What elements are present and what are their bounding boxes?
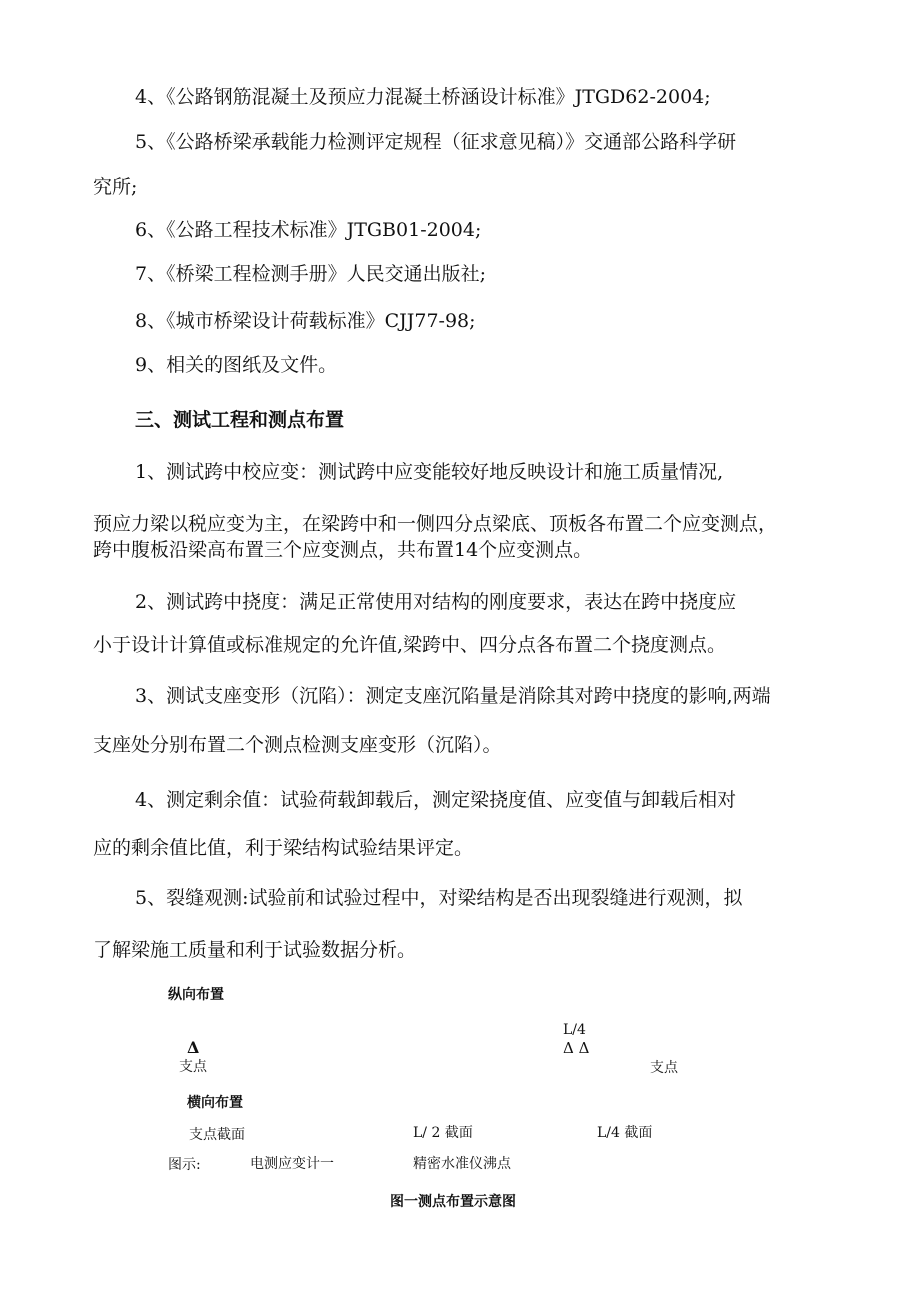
figure-longitudinal-label: 纵向布置 <box>168 987 224 1003</box>
item-5-line-2: 了解梁施工质量和利于试验数据分析。 <box>93 939 417 961</box>
section-heading: 三、测试工程和测点布置 <box>135 409 345 431</box>
section-half-label: L/ 2 截面 <box>413 1125 473 1141</box>
reference-item-6: 6、《公路工程技术标准》JTGB01-2004; <box>135 219 482 241</box>
item-5-line-1: 5、裂缝观测:试验前和试验过程中，对梁结构是否出现裂缝进行观测，拟 <box>135 887 743 909</box>
reference-item-9: 9、相关的图纸及文件。 <box>135 354 338 376</box>
reference-item-5-continued: 究所; <box>93 176 138 198</box>
delta-marker-right: Δ Δ <box>563 1039 590 1057</box>
legend-strain-gauge: 电测应变计一 <box>250 1156 334 1172</box>
item-4-line-2: 应的剩余值比值，利于梁结构试验结果评定。 <box>93 837 474 859</box>
item-3-line-1: 3、测试支座变形（沉陷）：测定支座沉陷量是消除其对跨中挠度的影响,两端 <box>135 685 771 707</box>
figure-quarter-label: L/4 <box>563 1022 586 1038</box>
item-2-line-2: 小于设计计算值或标准规定的允许值,梁跨中、四分点各布置二个挠度测点。 <box>93 634 727 656</box>
section-quarter-label: L/4 截面 <box>597 1125 653 1141</box>
legend-level-point: 精密水准仪沸点 <box>413 1156 511 1172</box>
reference-item-4: 4、《公路钢筋混凝土及预应力混凝土桥涵设计标准》JTGD62-2004; <box>135 86 711 108</box>
item-2-line-1: 2、测试跨中挠度：满足正常使用对结构的刚度要求，表达在跨中挠度应 <box>135 591 737 613</box>
figure-transverse-label: 横向布置 <box>187 1095 243 1111</box>
delta-marker-left: Δ <box>187 1038 200 1057</box>
item-1-line-2: 预应力梁以税应变为主，在梁跨中和一侧四分点梁底、顶板各布置二个应变测点， <box>93 513 778 535</box>
item-4-line-1: 4、测定剩余值：试验荷载卸载后，测定梁挠度值、应变值与卸载后相对 <box>135 789 737 811</box>
reference-item-7: 7、《桥梁工程检测手册》人民交通出版社; <box>135 263 486 285</box>
item-1-line-3: 跨中腹板沿梁高布置三个应变测点，共布置14个应变测点。 <box>93 539 593 561</box>
reference-item-8: 8、《城市桥梁设计荷载标准》CJJ77-98; <box>135 310 476 332</box>
item-1-line-1: 1、测试跨中校应变：测试跨中应变能较好地反映设计和施工质量情况, <box>135 461 724 483</box>
section-support-label: 支点截面 <box>189 1127 245 1143</box>
support-label-right: 支点 <box>650 1060 678 1076</box>
legend-label: 图示: <box>168 1157 201 1173</box>
figure-caption: 图一测点布置示意图 <box>390 1194 516 1210</box>
support-label-left: 支点 <box>179 1059 207 1075</box>
reference-item-5: 5、《公路桥梁承载能力检测评定规程（征求意见稿）》交通部公路科学研 <box>135 131 737 153</box>
item-3-line-2: 支座处分别布置二个测点检测支座变形（沉陷）。 <box>93 734 502 756</box>
